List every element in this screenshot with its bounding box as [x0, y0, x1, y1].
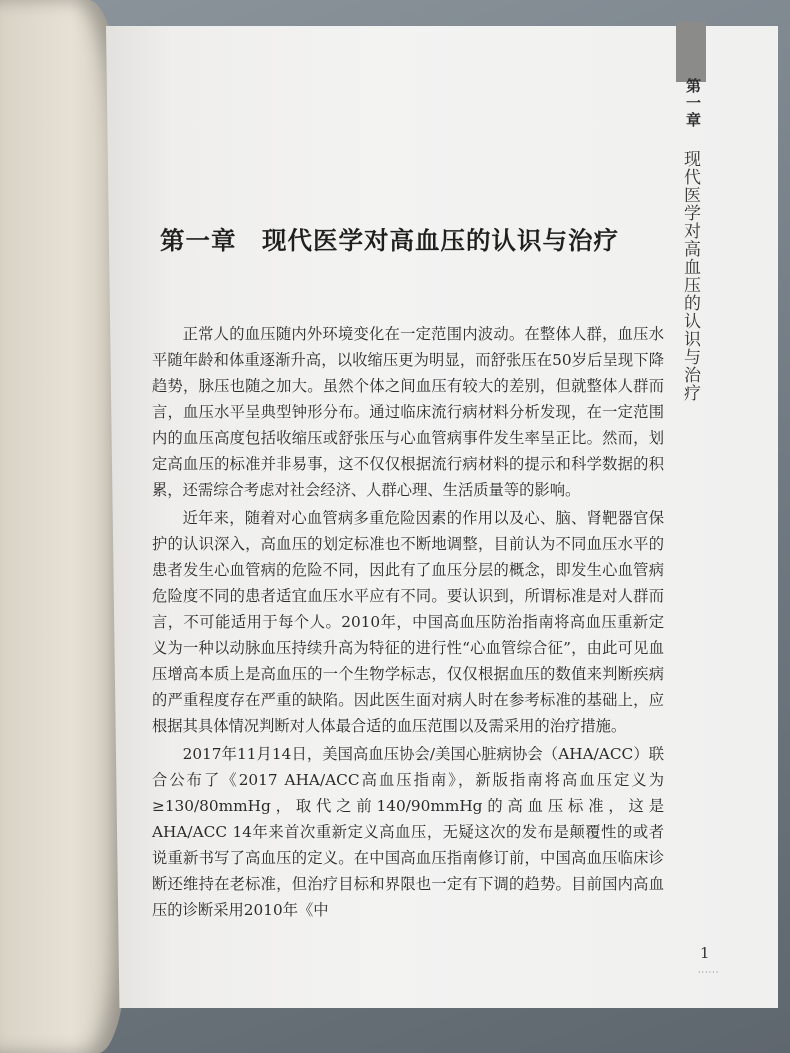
- page-number-ornament: ······: [698, 968, 720, 977]
- chapter-heading: 第一章 现代医学对高血压的认识与治疗: [160, 226, 619, 255]
- running-title: 现代医学对高血压的认识与治疗: [680, 150, 700, 402]
- chapter-tab: [676, 22, 706, 82]
- paragraph-2: 近年来，随着对心血管病多重危险因素的作用以及心、脑、肾靶器官保护的认识深入，高血压的划定标准也不断地调整，目前认为不同血压水平的患者发生心血管病的危险不同，因此有了血压分层的概念，即发生心血管病危险度不同的患者适宜血压水平应有不同。要认识到，所谓标准是对人群而言，不可能适用于每个人。2010年，中国高血压防治指南将高血压重新定义为一种以动脉血压持续升高为特征的进行性“心血管综合征”，由此可见血压增高本质上是高血压的一个生物学标志，仅仅根据血压的数值来判断疾病的严重程度存在严重的缺陷。因此医生面对病人时在参考标准的基础上，应根据其具体情况判断对人体最合适的血压范围以及需采用的治疗措施。: [152, 509, 664, 735]
- paragraph-1: 正常人的血压随内外环境变化在一定范围内波动。在整体人群，血压水平随年龄和体重逐渐升高，以收缩压更为明显，而舒张压在50岁后呈现下降趋势，脉压也随之加大。虽然个体之间血压有较大的差别，但就整体人群而言，血压水平呈典型钟形分布。通过临床流行病材料分析发现，在一定范围内的血压高度包括收缩压或舒张压与心血管病事件发生率呈正比。然而，划定高血压的标准并非易事，这不仅仅根据流行病材料的提示和科学数据的积累，还需综合考虑对社会经济、人群心理、生活质量等的影响。: [152, 325, 664, 499]
- page-number: 1: [700, 944, 710, 962]
- paragraph-3: 2017年11月14日，美国高血压协会/美国心脏病协会（AHA/ACC）联合公布了《2017 AHA/ACC高血压指南》，新版指南将高血压定义为≥130/80mmHg，取代之前140/90mmHg的高血压标准，这是AHA/ACC 14年来首次重新定义高血压，无疑这次的发布是颠覆性的或者说重新书写了高血压的定义。在中国高血压指南修订前，中国高血压临床诊断还维持在老标准，但治疗目标和界限也一定有下调的趋势。目前国内高血压的诊断采用2010年《中: [152, 745, 664, 919]
- body-text: [152, 321, 664, 925]
- chapter-tab-label: 第一章: [684, 78, 702, 129]
